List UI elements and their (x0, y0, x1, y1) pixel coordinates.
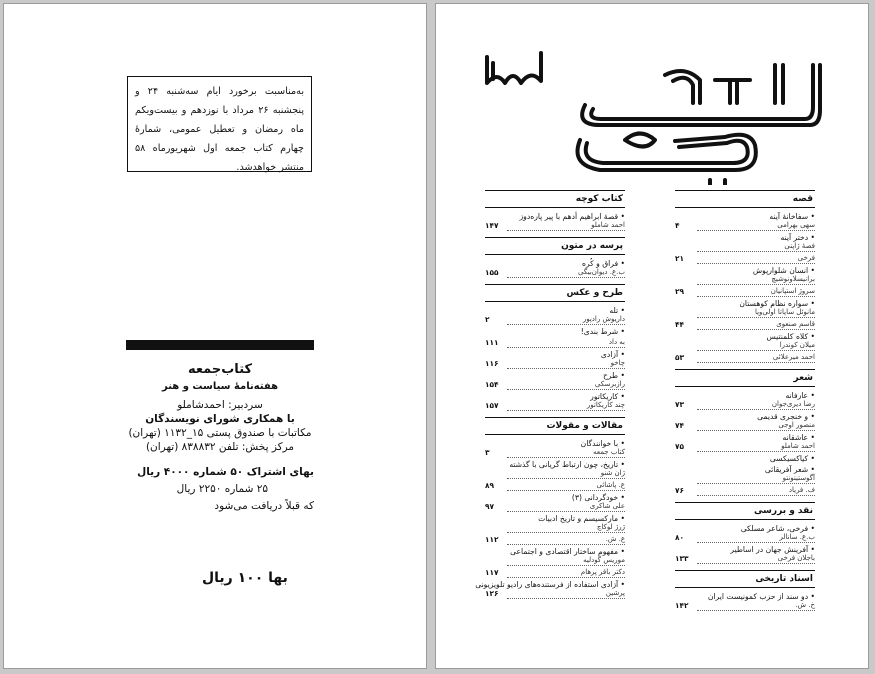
entry-author: منصور اوجی (697, 421, 815, 431)
entry-author: ب.ع. سانالر (697, 533, 815, 543)
contents-entry (675, 353, 815, 363)
entry-title: • دختر آینه (697, 233, 815, 242)
subscription-line: بهای اشتراک ۵۰ شماره ۴۰۰۰ ریال (137, 466, 314, 478)
contents-entry (475, 580, 625, 599)
contents-entry (675, 391, 815, 410)
entry-author: سروژ استپانیان (697, 287, 815, 297)
contents-entry (485, 306, 625, 325)
entry-author: قاسم صنعوی (697, 320, 815, 330)
entry-page-number: ۱۳۳ (675, 554, 689, 563)
entry-title: • مفهوم ساختار اقتصادی و اجتماعی (507, 547, 625, 556)
price-label: بها ۱۰۰ ریال (202, 570, 288, 586)
entry-title: • انسان شلوارپوش (697, 266, 815, 275)
entry-page-number: ۱۱۱ (485, 338, 499, 347)
entry-page-number: ۲۹ (675, 287, 685, 296)
contents-entry (485, 392, 625, 411)
entry-author: میلان کوندرا (697, 341, 815, 351)
entry-page-number: ۹۷ (485, 502, 495, 511)
entry-author: ع. پاشائی (507, 481, 625, 491)
entry-author: خ. ش. (697, 601, 815, 611)
contents-entry (485, 568, 625, 578)
entry-title: • دو سند از حزب کمونیست ایران (697, 592, 815, 601)
entry-title: • سواره نظام کوهستان (697, 299, 815, 308)
entry-author: فصهٔ ژاپنی (697, 242, 815, 252)
entry-author: احمد شاملو (507, 221, 625, 231)
contents-entry (675, 266, 815, 285)
entry-title: • آزادی استفاده از فرستنده‌های رادیو تلویزیونی (507, 580, 625, 589)
entry-title: • طرح (507, 371, 625, 380)
entry-title: • کیاکسیکسی (697, 454, 815, 463)
entry-page-number: ۷۶ (675, 486, 685, 495)
contents-column-right (675, 184, 815, 613)
entry-page-number: ۱۴۲ (675, 601, 689, 610)
black-divider (126, 340, 314, 350)
contents-entry (485, 327, 625, 336)
contents-entry (675, 233, 815, 252)
entry-title: • فرخی، شاعر مسلکی (697, 524, 815, 533)
imprint-distribution: مرکز پخش: تلفن ۸۳۸۸۳۲ (تهران) (145, 441, 295, 453)
imprint-editor: سردبیر: احمدشاملو (177, 399, 263, 411)
entry-page-number: ۱۲۶ (485, 589, 499, 598)
contents-entry (675, 454, 815, 463)
entry-author: پرشین (507, 589, 625, 599)
entry-author: چند کاریکاتور (507, 401, 625, 411)
contents-entry (485, 350, 625, 369)
contents-entry (675, 486, 815, 496)
entry-title: • قصهٔ ابراهیم أدهم با پیر پاره‌دوز (507, 212, 625, 221)
entry-author: به داد (507, 338, 625, 348)
contents-entry (485, 371, 625, 390)
contents-entry (675, 212, 815, 231)
section-heading: کتاب کوچه (485, 190, 625, 208)
section-heading: نقد و بررسی (675, 502, 815, 520)
entry-title: • خودگردانی (۳) (507, 493, 625, 502)
section-heading: طرح و عکس (485, 284, 625, 302)
entry-page-number: ۱۵۷ (485, 401, 499, 410)
entry-page-number: ۴۴ (675, 320, 685, 329)
entry-author: دکتر باقر پرهام (507, 568, 625, 578)
contents-entry (675, 465, 815, 484)
section-heading: پرسه در متون (485, 237, 625, 255)
contents-entry (485, 493, 625, 512)
entry-page-number: ۷۳ (675, 400, 685, 409)
entry-author: فرخی (697, 254, 815, 264)
entry-author: چاخو (507, 359, 625, 369)
entry-page-number: ۴ (675, 221, 680, 230)
entry-author: ع. ش. (507, 535, 625, 545)
entry-title: • تاریخ، چون ارتباط گریانی با گذشته (507, 460, 625, 469)
contents-entry (675, 320, 815, 330)
entry-author: برانیسلاونوشیچ (697, 275, 815, 285)
entry-page-number: ۱۱۶ (485, 359, 499, 368)
section-heading: اسناد تاریخی (675, 570, 815, 588)
contents-entry (485, 212, 625, 231)
number-three-glyph (487, 53, 541, 83)
entry-title: • شعر آفریقائی (697, 465, 815, 474)
entry-author: رازبرسکی (507, 380, 625, 390)
entry-page-number: ۸۹ (485, 481, 495, 490)
entry-page-number: ۱۴۷ (485, 221, 499, 230)
subscription-block (126, 464, 314, 515)
contents-entry (485, 535, 625, 545)
entry-title: • سفاخانهٔ آینه (697, 212, 815, 221)
entry-page-number: ۱۵۴ (485, 380, 499, 389)
magazine-logo (475, 45, 835, 185)
entry-page-number: ۷۴ (675, 421, 685, 430)
entry-page-number: ۲۱ (675, 254, 685, 263)
entry-author: علی شاکری (507, 502, 625, 512)
entry-title: • فراق و کُره (507, 259, 625, 268)
entry-author: ژان شنو (507, 469, 625, 479)
section-heading: شعر (675, 369, 815, 387)
contents-entry (675, 545, 815, 564)
imprint-title: کتاب‌جمعه (187, 362, 253, 377)
entry-page-number: ۱۱۲ (485, 535, 499, 544)
contents-entry (485, 338, 625, 348)
entry-page-number: ۵۳ (675, 353, 685, 362)
imprint-collab: با همکاری شورای نویسندگان (145, 413, 295, 425)
entry-page-number: ۱۵۵ (485, 268, 499, 277)
section-heading: مقالات و مقولات (485, 417, 625, 435)
subscription-line: که قبلاً دریافت می‌شود (214, 500, 314, 512)
contents-entry (485, 547, 625, 566)
entry-title: • کلاه کلمنتیس (697, 332, 815, 341)
contents-entry (675, 254, 815, 264)
entry-author: آگوستینونتو (697, 474, 815, 484)
contents-entry (485, 259, 625, 278)
contents-entry (675, 592, 815, 611)
entry-title: • شرط بندی! (507, 327, 625, 336)
imprint-block (126, 340, 314, 515)
entry-author: احمد شاملو (697, 442, 815, 452)
entry-title: • عاشقانه (697, 433, 815, 442)
entry-author: رضا دیری‌جوان (697, 400, 815, 410)
contents-entry (675, 332, 815, 351)
entry-author: احمد میرعلائی (697, 353, 815, 363)
entry-author: کتاب جمعه (507, 448, 625, 458)
contents-entry (485, 439, 625, 458)
imprint-correspondence: مکاتبات با صندوق پستی ۱۵_۱۱۳۲ (تهران) (128, 427, 312, 439)
entry-author: باجلان فرخی (697, 554, 815, 564)
entry-page-number: ۱۱۷ (485, 568, 499, 577)
contents-column-left (475, 184, 625, 601)
subscription-line: ۲۵ شماره ۲۲۵۰ ریال (176, 483, 268, 495)
entry-title: • کاریکاتور (507, 392, 625, 401)
notice-box: به‌مناسبت برخورد ایام سه‌شنبه ۲۴ و پنجشنبه ۲۶ مرداد با نوزدهم و بیست‌ویکم ماه رمضان و تعطیل عمومی، شمارهٔ چهارم کتاب جمعه اول شهریورماه ۵۸ منتشر خواهدشد. (127, 76, 312, 172)
entry-title: • آزادی (507, 350, 625, 359)
contents-entry (675, 287, 815, 297)
entry-page-number: ۳ (485, 448, 490, 457)
entry-page-number: ۸۰ (675, 533, 685, 542)
entry-title: • مارکسیسم و تاریخ ادبیات (507, 514, 625, 523)
contents-entry (675, 433, 815, 452)
entry-page-number: ۷۵ (675, 442, 685, 451)
entry-author: ف. فریاد (697, 486, 815, 496)
entry-author: ژرژ لوکاچ (507, 523, 625, 533)
entry-title: • آفرینش جهان در اساطیر (697, 545, 815, 554)
contents-entry (485, 460, 625, 479)
entry-author: مانوئل ساپاتا اولی‌ویا (697, 308, 815, 318)
entry-page-number: ۲ (485, 315, 490, 324)
section-heading: قصه (675, 190, 815, 208)
contents-entry (485, 514, 625, 533)
entry-author: موریس گودلیه (507, 556, 625, 566)
entry-title: • تله (507, 306, 625, 315)
entry-title: • عارفانه (697, 391, 815, 400)
imprint-subtitle: هفته‌نامهٔ سیاست و هنر (161, 381, 279, 392)
entry-title: • و خنجری قدیمی (697, 412, 815, 421)
entry-author: ب.ع. دیوان‌بیگی (507, 268, 625, 278)
entry-author: داریوش رادپور (507, 315, 625, 325)
contents-entry (675, 299, 815, 318)
entry-author: سهی بهرامی (697, 221, 815, 231)
entry-title: • با خوانندگان (507, 439, 625, 448)
contents-entry (485, 481, 625, 491)
contents-entry (675, 524, 815, 543)
contents-entry (675, 412, 815, 431)
